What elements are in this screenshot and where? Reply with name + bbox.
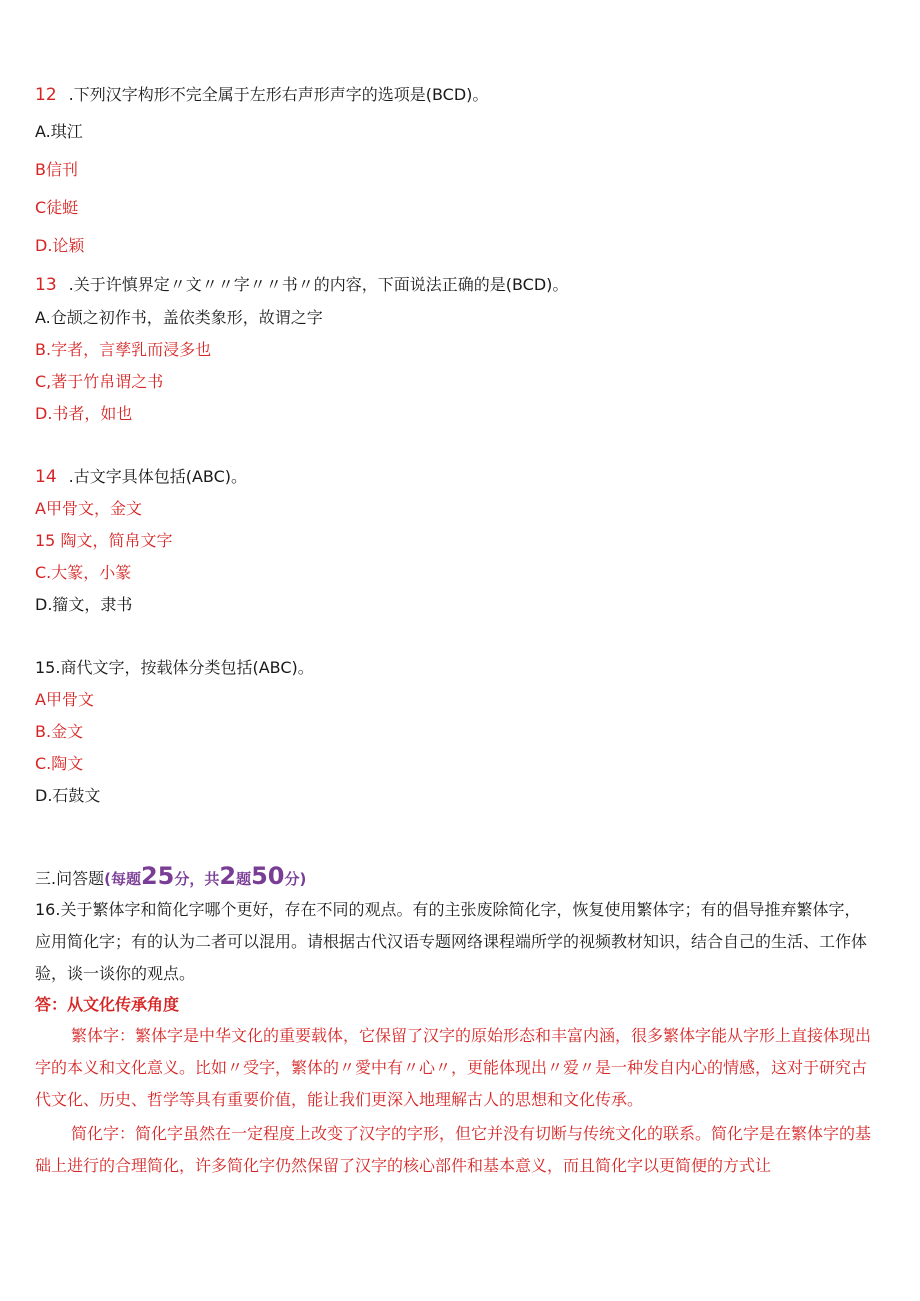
score-close: 分) [284, 870, 307, 888]
question-text: .关于许慎界定〃文〃〃字〃〃书〃的内容，下面说法正确的是(BCD)。 [68, 275, 569, 294]
score-note [104, 862, 307, 890]
q15-option-a: A甲骨文 [35, 690, 94, 709]
q14-option-d: D.籀文，隶书 [35, 595, 133, 614]
q15-option-d: D.石鼓文 [35, 786, 101, 805]
q13-option-d: D.书者，如也 [35, 404, 133, 423]
q12-option-b: B信刊 [35, 160, 78, 179]
section-heading [35, 861, 306, 894]
answer-title: 答：从文化传承角度 [35, 995, 180, 1014]
answer-paragraph-1: 繁体字：繁体字是中华文化的重要载体，它保留了汉字的原始形态和丰富内涵，很多繁体字能从字形上直接体现出字的本义和文化意义。比如〃受字，繁体的〃愛中有〃心〃，更能体现出〃爱〃是一种发自内心的情感，这对于研究古代文化、历史、哲学等具有重要价值，能让我们更深入地理解古人的思想和文化传承。 [35, 1026, 872, 1109]
question-12 [35, 84, 488, 106]
q15-option-c: C.陶文 [35, 754, 84, 773]
question-text: .下列汉字构形不完全属于左形右声形声字的选项是(BCD)。 [68, 85, 489, 104]
section-title: 三.问答题 [35, 869, 105, 888]
q13-option-c: C,著于竹帛谓之书 [35, 372, 164, 391]
q14-option-b: 15 陶文，简帛文字 [35, 531, 173, 550]
question-text: .古文字具体包括(ABC)。 [68, 467, 248, 486]
question-number: 12 [35, 85, 57, 105]
score-mid: 分，共 [174, 870, 220, 888]
question-16: 16.关于繁体字和简化字哪个更好，存在不同的观点。有的主张废除简化字，恢复使用繁体字；有的倡导推弃繁体字，应用简化字；有的认为二者可以混用。请根据古代汉语专题网络课程端所学的视频教材知识，结合自己的生活、工作体验，谈一谈你的观点。 [35, 900, 868, 983]
score-count: 2 [219, 862, 237, 890]
q15-option-b: B.金文 [35, 722, 84, 741]
question-14 [35, 466, 247, 488]
q12-option-c: C徒蜓 [35, 198, 79, 217]
score-each: 25 [140, 862, 175, 890]
q13-option-a: A.仓颉之初作书，盖依类象形，故谓之字 [35, 308, 323, 327]
q12-option-d: D.论颖 [35, 236, 85, 255]
question-number: 13 [35, 275, 57, 295]
question-number: 14 [35, 467, 57, 487]
score-open: (每题 [104, 870, 141, 888]
q14-option-a: A甲骨文，金文 [35, 499, 142, 518]
question-15: 15.商代文字，按载体分类包括(ABC)。 [35, 658, 314, 677]
q14-option-c: C.大篆，小篆 [35, 563, 132, 582]
score-ti: 题 [236, 870, 252, 888]
score-total: 50 [251, 862, 285, 890]
answer-paragraph-2: 简化字：简化字虽然在一定程度上改变了汉字的字形，但它并没有切断与传统文化的联系。简化字是在繁体字的基础上进行的合理简化，许多简化字仍然保留了汉字的核心部件和基本意义，而且简化字以更简便的方式让 [35, 1124, 872, 1175]
q13-option-b: B.字者，言孳乳而浸多也 [35, 340, 212, 359]
question-13 [35, 274, 568, 296]
q12-option-a: A.琪江 [35, 122, 83, 141]
